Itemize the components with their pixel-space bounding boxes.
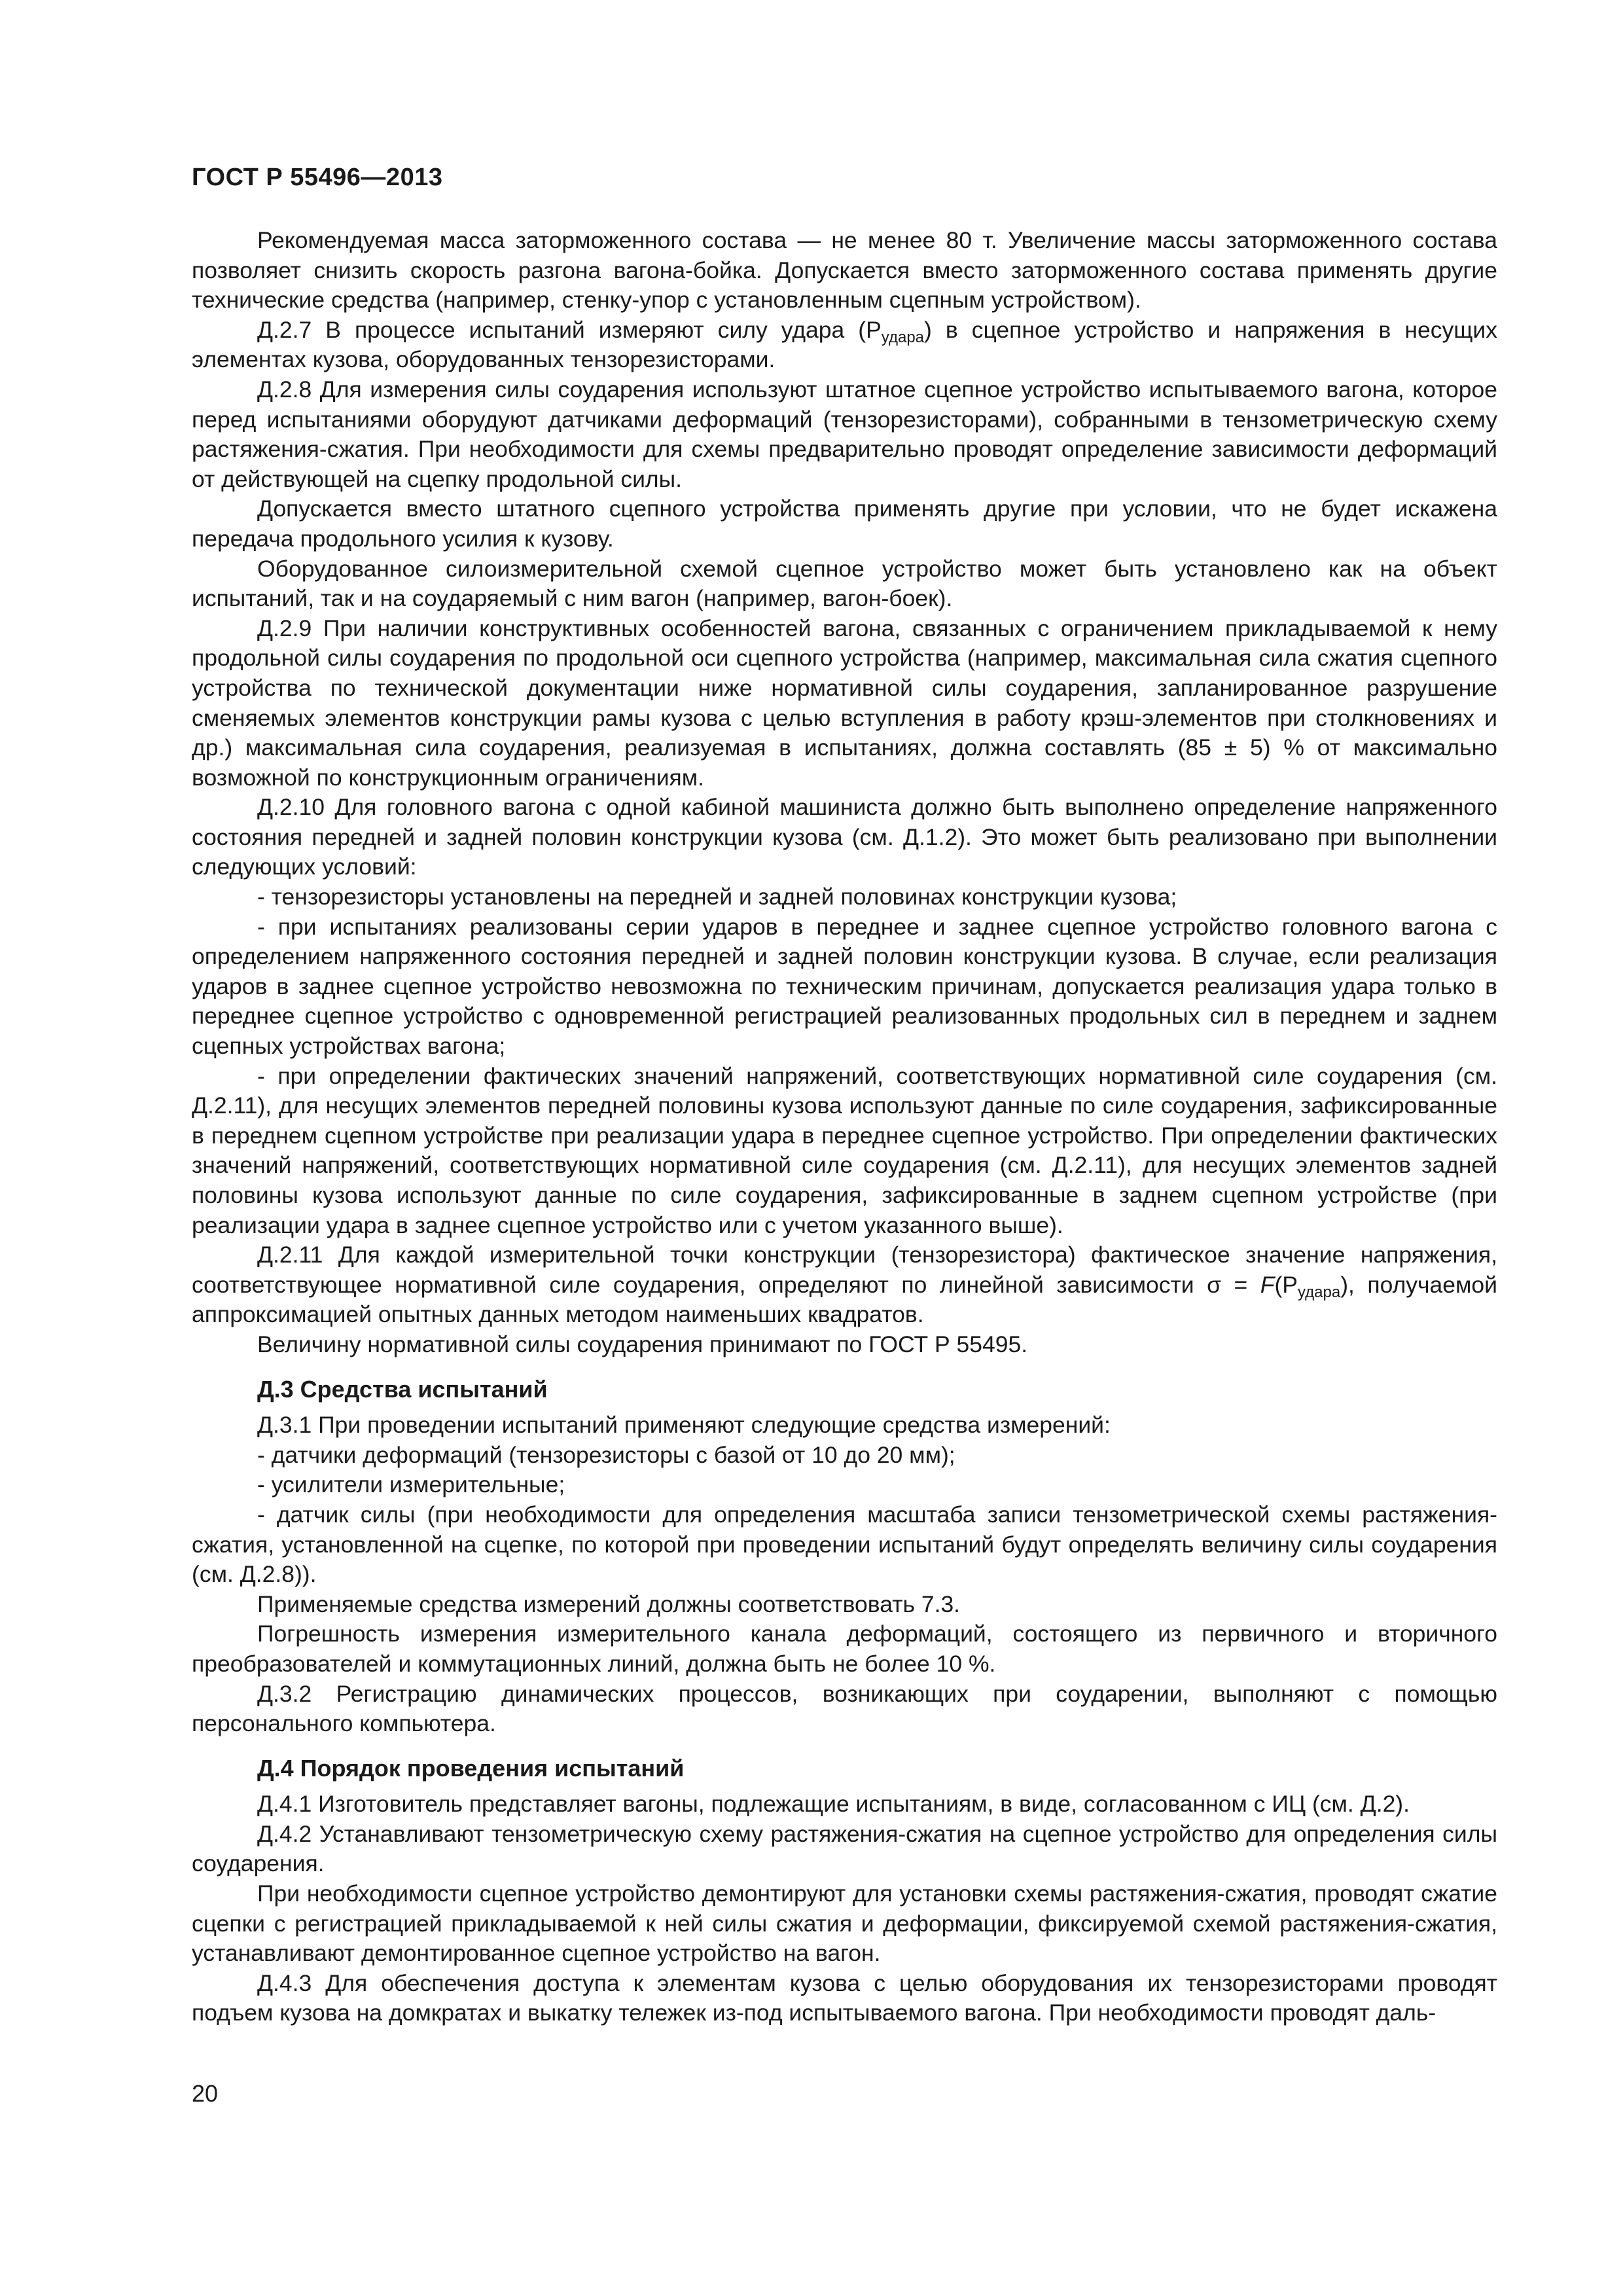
list-item: - датчик силы (при необходимости для определения масштаба записи тензометрической схемы растяжения-сжатия, установленной на сцепке, по которой при проведении испытаний будут определять величину силы соударения (см. Д.2.8)). [192, 1501, 1497, 1588]
paragraph-d-3-2: Д.3.2 Регистрацию динамических процессов, возникающих при соударении, выполняют с помощью персонального компьютера. [192, 1680, 1497, 1737]
paragraph-d-2-10: Д.2.10 Для головного вагона с одной кабиной машиниста должно быть выполнено определение напряженного состояния передней и задней половин конструкции кузова (см. Д.1.2). Это может быть реализовано при выполнении следующих условий: [192, 794, 1497, 880]
paragraph: Погрешность измерения измерительного канала деформаций, состоящего из первичного и вторичного преобразователей и коммутационных линий, должна быть не более 10 %. [192, 1621, 1497, 1677]
paragraph-d-2-8: Д.2.8 Для измерения силы соударения используют штатное сцепное устройство испытываемого вагона, которое перед испытаниями оборудуют датчиками деформаций (тензорезисторами), собранными в тензометрическую схему растяжения-сжатия. При необходимости для схемы предварительно проводят определение зависимости деформаций от действующей на сцепку продольной силы. [192, 376, 1497, 492]
paragraph-d-4-1: Д.4.1 Изготовитель представляет вагоны, подлежащие испытаниям, в виде, согласованном с ИЦ (см. Д.2). [257, 1791, 1410, 1818]
paragraph: Допускается вместо штатного сцепного устройства применять другие при условии, что не будет искажена передача продольного усилия к кузову. [192, 495, 1497, 552]
document-body [192, 226, 1497, 2028]
paragraph-d-2-9: Д.2.9 При наличии конструктивных особенностей вагона, связанных с ограничением прикладываемой к нему продольной силы соударения по продольной оси сцепного устройства (например, максимальная сила сжатия сцепного устройства по технической документации ниже нормативной силы соударения, запланированное разрушение сменяемых элементов конструкции рамы кузова с целью вступления в работу крэш-элементов при столкновениях и др.) максимальная сила соударения, реализуемая в испытаниях, должна составлять (85 ± 5) % от максимально возможной по конструкционным ограничениям. [192, 615, 1497, 791]
list-item: - датчики деформаций (тензорезисторы с базой от 10 до 20 мм); [257, 1441, 955, 1468]
paragraph: Рекомендуемая масса заторможенного состава — не менее 80 т. Увеличение массы заторможенного состава позволяет снизить скорость разгона вагона-бойка. Допускается вместо заторможенного состава применять другие технические средства (например, стенку-упор с установленным сцепным устройством). [192, 227, 1497, 314]
list-item: - тензорезисторы установлены на передней и задней половинах конструкции кузова; [257, 884, 1177, 910]
paragraph-d-2-7: Д.2.7 В процессе испытаний измеряют силу удара $(Р_{удара})$ в сцепное устройство и напряжения в несущих элементах кузова, оборудованных тензорезисторами. [192, 316, 1497, 373]
standard-header: ГОСТ Р 55496—2013 [192, 164, 443, 191]
list-item: - усилители измерительные; [257, 1471, 565, 1498]
paragraph: При необходимости сцепное устройство демонтируют для установки схемы растяжения-сжатия, проводят сжатие сцепки с регистрацией прикладываемой к ней силы сжатия и деформации, фиксируемой схемой растяжения-сжатия, устанавливают демонтированное сцепное устройство на вагон. [192, 1880, 1497, 1967]
paragraph-d-2-11: Д.2.11 Для каждой измерительной точки конструкции (тензорезистора) фактическое значение напряжения, соответствующее нормативной силе соударения, определяют по линейной зависимости $\sigma = F(Р_{удара})$, получаемой аппроксимацией опытных данных методом наименьших квадратов. [192, 1242, 1497, 1328]
paragraph-d-4-3: Д.4.3 Для обеспечения доступа к элементам кузова с целью оборудования их тензорезисторами проводят подъем кузова на домкратах и выкатку тележек из-под испытываемого вагона. При необходимости проводят даль- [192, 1969, 1497, 2026]
section-heading-d-3: Д.3 Средства испытаний [257, 1375, 548, 1403]
paragraph: Величину нормативной силы соударения принимают по ГОСТ Р 55495. [257, 1331, 1028, 1357]
paragraph: Оборудованное силоизмерительной схемой сцепное устройство может быть установлено как на объект испытаний, так и на соударяемый с ним вагон (например, вагон-боек). [192, 555, 1497, 612]
list-item: - при определении фактических значений напряжений, соответствующих нормативной силе соударения (см. Д.2.11), для несущих элементов передней половины кузова используют данные по силе соударения, зафиксированные в переднем сцепном устройстве при реализации удара в переднее сцепное устройство. При определении фактических значений напряжений, соответствующих нормативной силе соударения (см. Д.2.11), для несущих элементов задней половины кузова используют данные по силе соударения, зафиксированные в заднем сцепном устройстве (при реализации удара в заднее сцепное устройство или с учетом указанного выше). [192, 1062, 1497, 1238]
list-item: - при испытаниях реализованы серии ударов в переднее и заднее сцепное устройство головного вагона с определением напряженного состояния передней и задней половин конструкции кузова. В случае, если реализация ударов в заднее сцепное устройство невозможна по техническим причинам, допускается реализация удара только в переднее сцепное устройство с одновременной регистрацией реализованных продольных сил в переднем и заднем сцепных устройствах вагона; [192, 913, 1497, 1060]
page-number: 20 [192, 2080, 219, 2107]
paragraph-d-4-2: Д.4.2 Устанавливают тензометрическую схему растяжения-сжатия на сцепное устройство для определения силы соударения. [192, 1820, 1497, 1877]
paragraph-d-3-1: Д.3.1 При проведении испытаний применяют следующие средства измерений: [257, 1412, 1111, 1439]
section-heading-d-4: Д.4 Порядок проведения испытаний [257, 1754, 685, 1782]
paragraph: Применяемые средства измерений должны соответствовать 7.3. [257, 1590, 961, 1617]
